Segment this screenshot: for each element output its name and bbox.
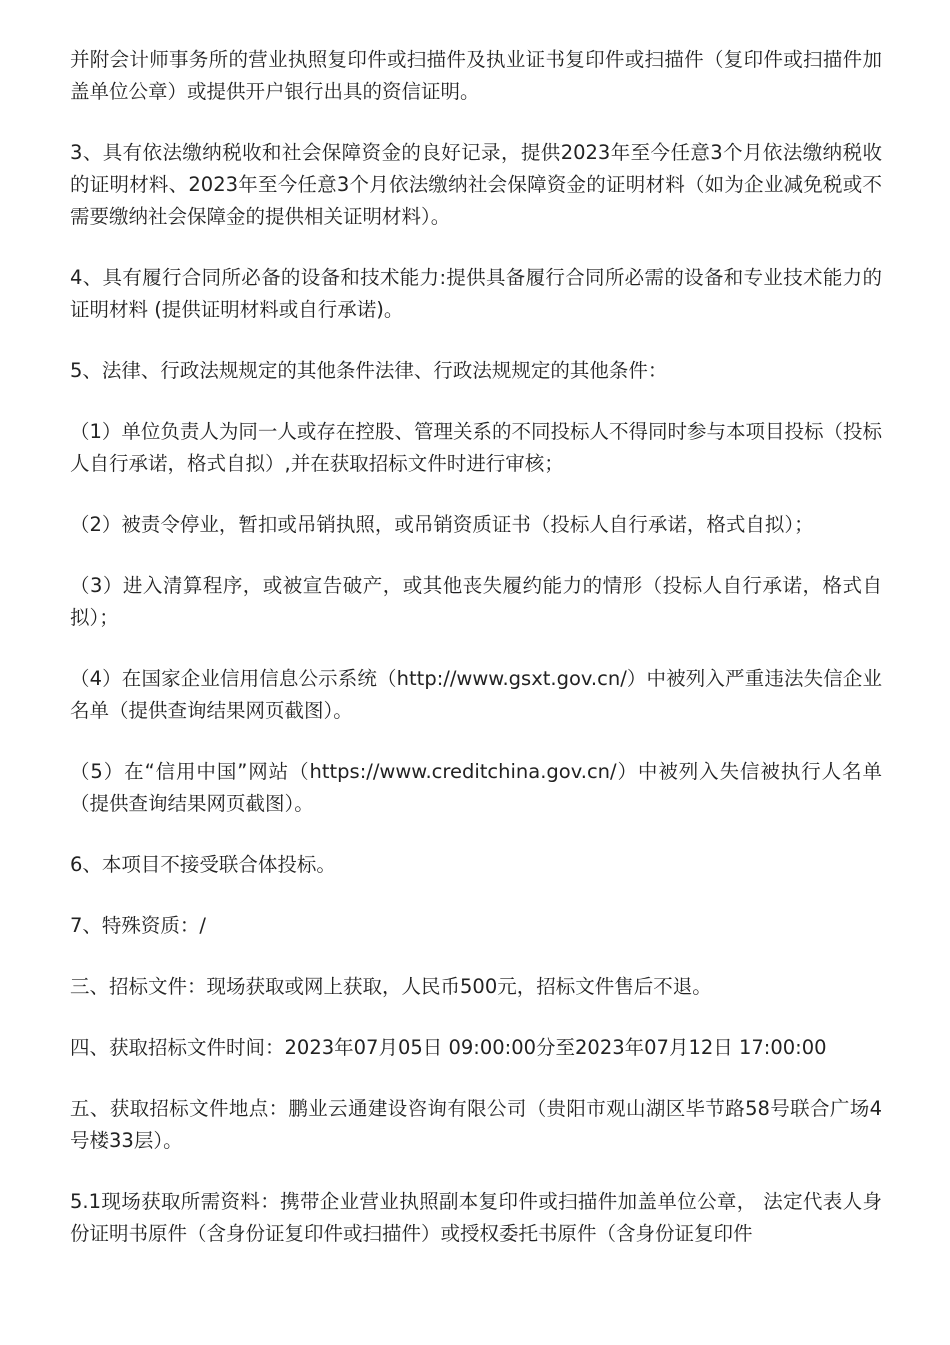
document-body: [70, 44, 882, 1250]
paragraph-item-5-other-conditions: 5、法律、行政法规规定的其他条件法律、行政法规规定的其他条件：: [70, 359, 668, 382]
paragraph-item-7-qualification: 7、特殊资质：/: [70, 914, 206, 937]
paragraph-sub-1: （1）单位负责人为同一人或存在控股、管理关系的不同投标人不得同时参与本项目投标（投标人自行承诺，格式自拟）,并在获取招标文件时进行审核；: [70, 420, 882, 475]
paragraph-section-4-time: 四、获取招标文件时间：2023年07月05日 09:00:00分至2023年07月12日 17:00:00: [70, 1036, 827, 1059]
paragraph-accountant-license: 并附会计师事务所的营业执照复印件或扫描件及执业证书复印件或扫描件（复印件或扫描件加盖单位公章）或提供开户银行出具的资信证明。: [70, 48, 882, 103]
paragraph-section-3-documents: 三、招标文件：现场获取或网上获取，人民币500元，招标文件售后不退。: [70, 975, 712, 998]
paragraph-5-1-required-materials: 5.1现场获取所需资料：携带企业营业执照副本复印件或扫描件加盖单位公章， 法定代表人身份证明书原件（含身份证复印件或扫描件）或授权委托书原件（含身份证复印件: [70, 1190, 882, 1245]
paragraph-sub-4: （4）在国家企业信用信息公示系统（http://www.gsxt.gov.cn/）中被列入严重违法失信企业名单（提供查询结果网页截图）。: [70, 667, 882, 722]
paragraph-item-6-consortium: 6、本项目不接受联合体投标。: [70, 853, 336, 876]
paragraph-sub-2: （2）被责令停业，暂扣或吊销执照，或吊销资质证书（投标人自行承诺，格式自拟）；: [70, 513, 814, 536]
paragraph-sub-3: （3）进入清算程序，或被宣告破产，或其他丧失履约能力的情形（投标人自行承诺，格式自拟）；: [70, 574, 882, 629]
paragraph-section-5-location: 五、获取招标文件地点：鹏业云通建设咨询有限公司（贵阳市观山湖区毕节路58号联合广场4号楼33层）。: [70, 1097, 882, 1152]
paragraph-sub-5: （5）在“信用中国”网站（https://www.creditchina.gov.cn/）中被列入失信被执行人名单（提供查询结果网页截图）。: [70, 760, 882, 815]
paragraph-item-4-equipment: 4、具有履行合同所必备的设备和技术能力:提供具备履行合同所必需的设备和专业技术能力的证明材料 (提供证明材料或自行承诺)。: [70, 266, 882, 321]
paragraph-item-3-tax-records: 3、具有依法缴纳税收和社会保障资金的良好记录，提供2023年至今任意3个月依法缴纳税收的证明材料、2023年至今任意3个月依法缴纳社会保障资金的证明材料（如为企业减免税或不需要缴纳社会保障金的提供相关证明材料）。: [70, 141, 882, 228]
